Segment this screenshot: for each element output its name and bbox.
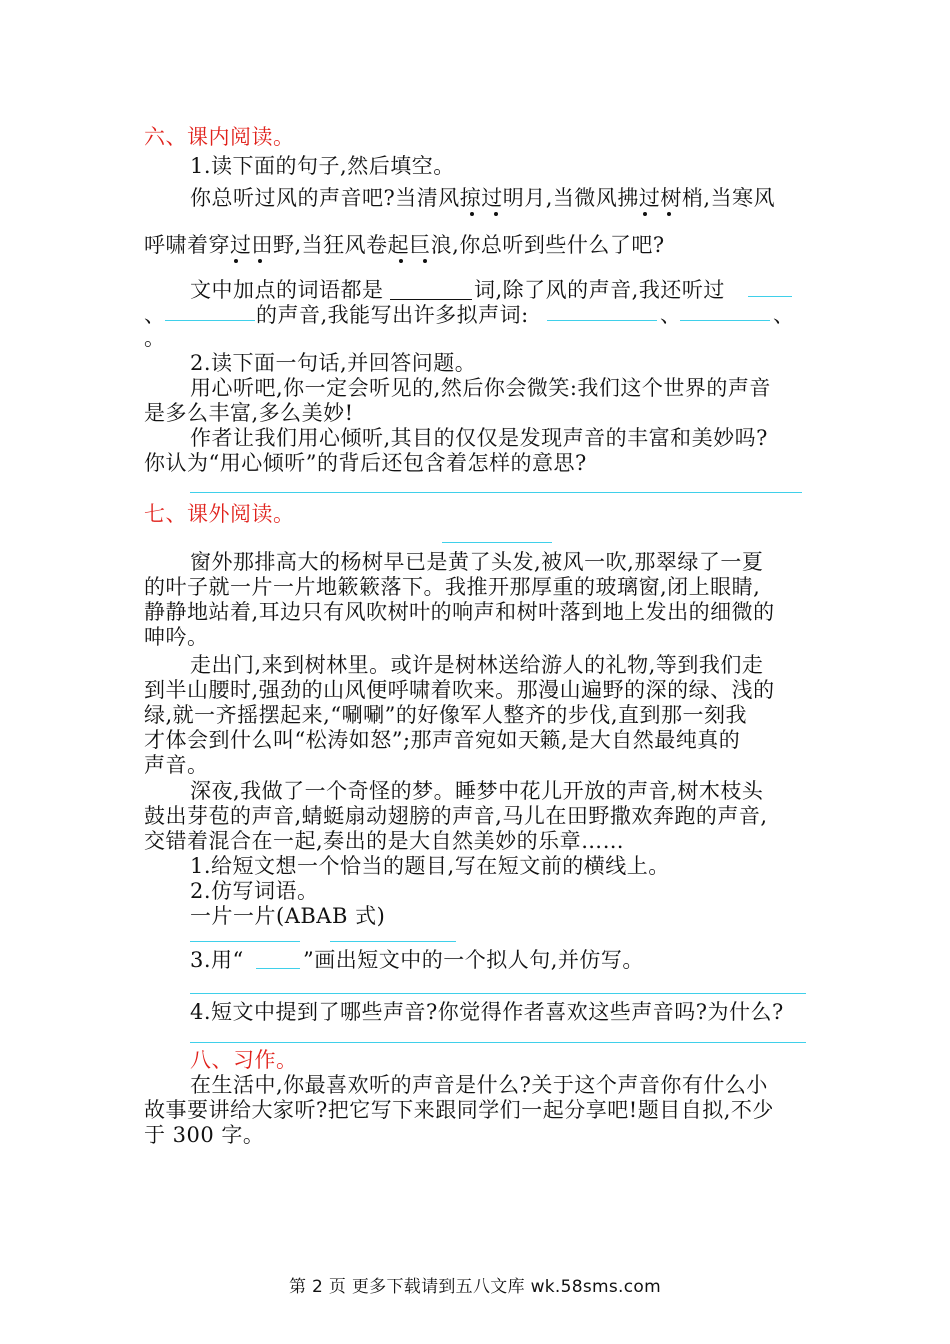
prompt-line: 于 300 字。 xyxy=(144,1123,265,1147)
passage-line: 到半山腰时,强劲的山风便呼啸着吹来。那漫山遍野的深的绿、浅的 xyxy=(144,678,775,702)
answer-line[interactable] xyxy=(547,320,657,321)
passage-line: 呼啸着穿过田野,当狂风卷起巨浪,你总听到些什么了吧? xyxy=(144,233,665,257)
passage-line: 绿,就一齐摇摆起来,“唰唰”的好像军人整齐的步伐,直到那一刻我 xyxy=(144,703,747,727)
fill-text: 。 xyxy=(144,326,166,350)
passage-line: 窗外那排高大的杨树早已是黄了头发,被风一吹,那翠绿了一夏 xyxy=(190,550,764,574)
title-answer-line[interactable] xyxy=(442,542,552,543)
page-footer: 第 2 页 更多下载请到五八文库 wk.58sms.com xyxy=(289,1277,661,1297)
question-3: ”画出短文中的一个拟人句,并仿写。 xyxy=(303,948,644,972)
section-7-heading: 七、课外阅读。 xyxy=(144,502,295,526)
emphasis-dot xyxy=(470,212,474,216)
emphasis-dot xyxy=(234,259,238,263)
question-1: 1.读下面的句子,然后填空。 xyxy=(190,154,455,178)
passage-line: 的叶子就一片一片地簌簌落下。我推开那厚重的玻璃窗,闭上眼睛, xyxy=(144,575,761,599)
answer-line[interactable] xyxy=(190,492,802,493)
fill-text: 的声音,我能写出许多拟声词: xyxy=(256,303,529,327)
emphasis-dot xyxy=(399,259,403,263)
prompt-line: 在生活中,你最喜欢听的声音是什么?关于这个声音你有什么小 xyxy=(190,1073,768,1097)
passage-line: 鼓出芽苞的声音,蜻蜓扇动翅膀的声音,马儿在田野撒欢奔跑的声音, xyxy=(144,804,768,828)
prompt-line: 故事要讲给大家听?把它写下来跟同学们一起分享吧!题目自拟,不少 xyxy=(144,1098,774,1122)
question-1: 1.给短文想一个恰当的题目,写在短文前的横线上。 xyxy=(190,854,670,878)
answer-line[interactable] xyxy=(680,320,770,321)
quote-line: 用心听吧,你一定会听见的,然后你会微笑:我们这个世界的声音 xyxy=(190,376,771,400)
passage-line: 声音。 xyxy=(144,753,209,777)
question-4: 4.短文中提到了哪些声音?你觉得作者喜欢这些声音吗?为什么? xyxy=(190,1000,784,1024)
passage-line: 呻吟。 xyxy=(144,625,209,649)
emphasis-dot xyxy=(643,212,647,216)
quote-line: 是多么丰富,多么美妙! xyxy=(144,401,354,425)
passage-line: 深夜,我做了一个奇怪的梦。睡梦中花儿开放的声音,树木枝头 xyxy=(190,779,764,803)
answer-line[interactable] xyxy=(330,941,456,942)
section-8-heading: 八、习作。 xyxy=(190,1048,298,1072)
answer-line[interactable] xyxy=(190,1042,806,1043)
question-3: 3.用“ xyxy=(190,948,244,972)
fill-text: 词,除了风的声音,我还听过 xyxy=(474,278,725,302)
question-2: 2.读下面一句话,并回答问题。 xyxy=(190,351,477,375)
question-text: 作者让我们用心倾听,其目的仅仅是发现声音的丰富和美妙吗? xyxy=(190,426,768,450)
answer-line[interactable] xyxy=(190,993,806,994)
fill-text: 、 xyxy=(144,303,166,327)
passage-line: 才体会到什么叫“松涛如怒”;那声音宛如天籁,是大自然最纯真的 xyxy=(144,728,741,752)
passage-line: 交错着混合在一起,奏出的是大自然美妙的乐章…… xyxy=(144,829,625,853)
fill-text: 、 xyxy=(773,303,795,327)
section-6-heading: 六、课内阅读。 xyxy=(144,125,295,149)
answer-line[interactable] xyxy=(165,320,255,321)
fill-text: 文中加点的词语都是 xyxy=(190,278,384,302)
underline-sample xyxy=(256,968,300,969)
passage-line: 静静地站着,耳边只有风吹树叶的响声和树叶落到地上发出的细微的 xyxy=(144,600,775,624)
emphasis-dot xyxy=(258,259,262,263)
question-text: 你认为“用心倾听”的背后还包含着怎样的意思? xyxy=(144,451,587,475)
emphasis-dot xyxy=(423,259,427,263)
question-2: 2.仿写词语。 xyxy=(190,879,319,903)
emphasis-dot xyxy=(667,212,671,216)
passage-line: 你总听过风的声音吧?当清风掠过明月,当微风拂过树梢,当寒风 xyxy=(190,186,776,210)
answer-line[interactable] xyxy=(748,296,792,297)
emphasis-dot xyxy=(494,212,498,216)
answer-line[interactable] xyxy=(190,941,300,942)
example-word: 一片一片(ABAB 式) xyxy=(190,904,386,928)
blank-line[interactable] xyxy=(390,299,472,300)
passage-line: 走出门,来到树林里。或许是树林送给游人的礼物,等到我们走 xyxy=(190,653,764,677)
fill-text: 、 xyxy=(660,303,682,327)
